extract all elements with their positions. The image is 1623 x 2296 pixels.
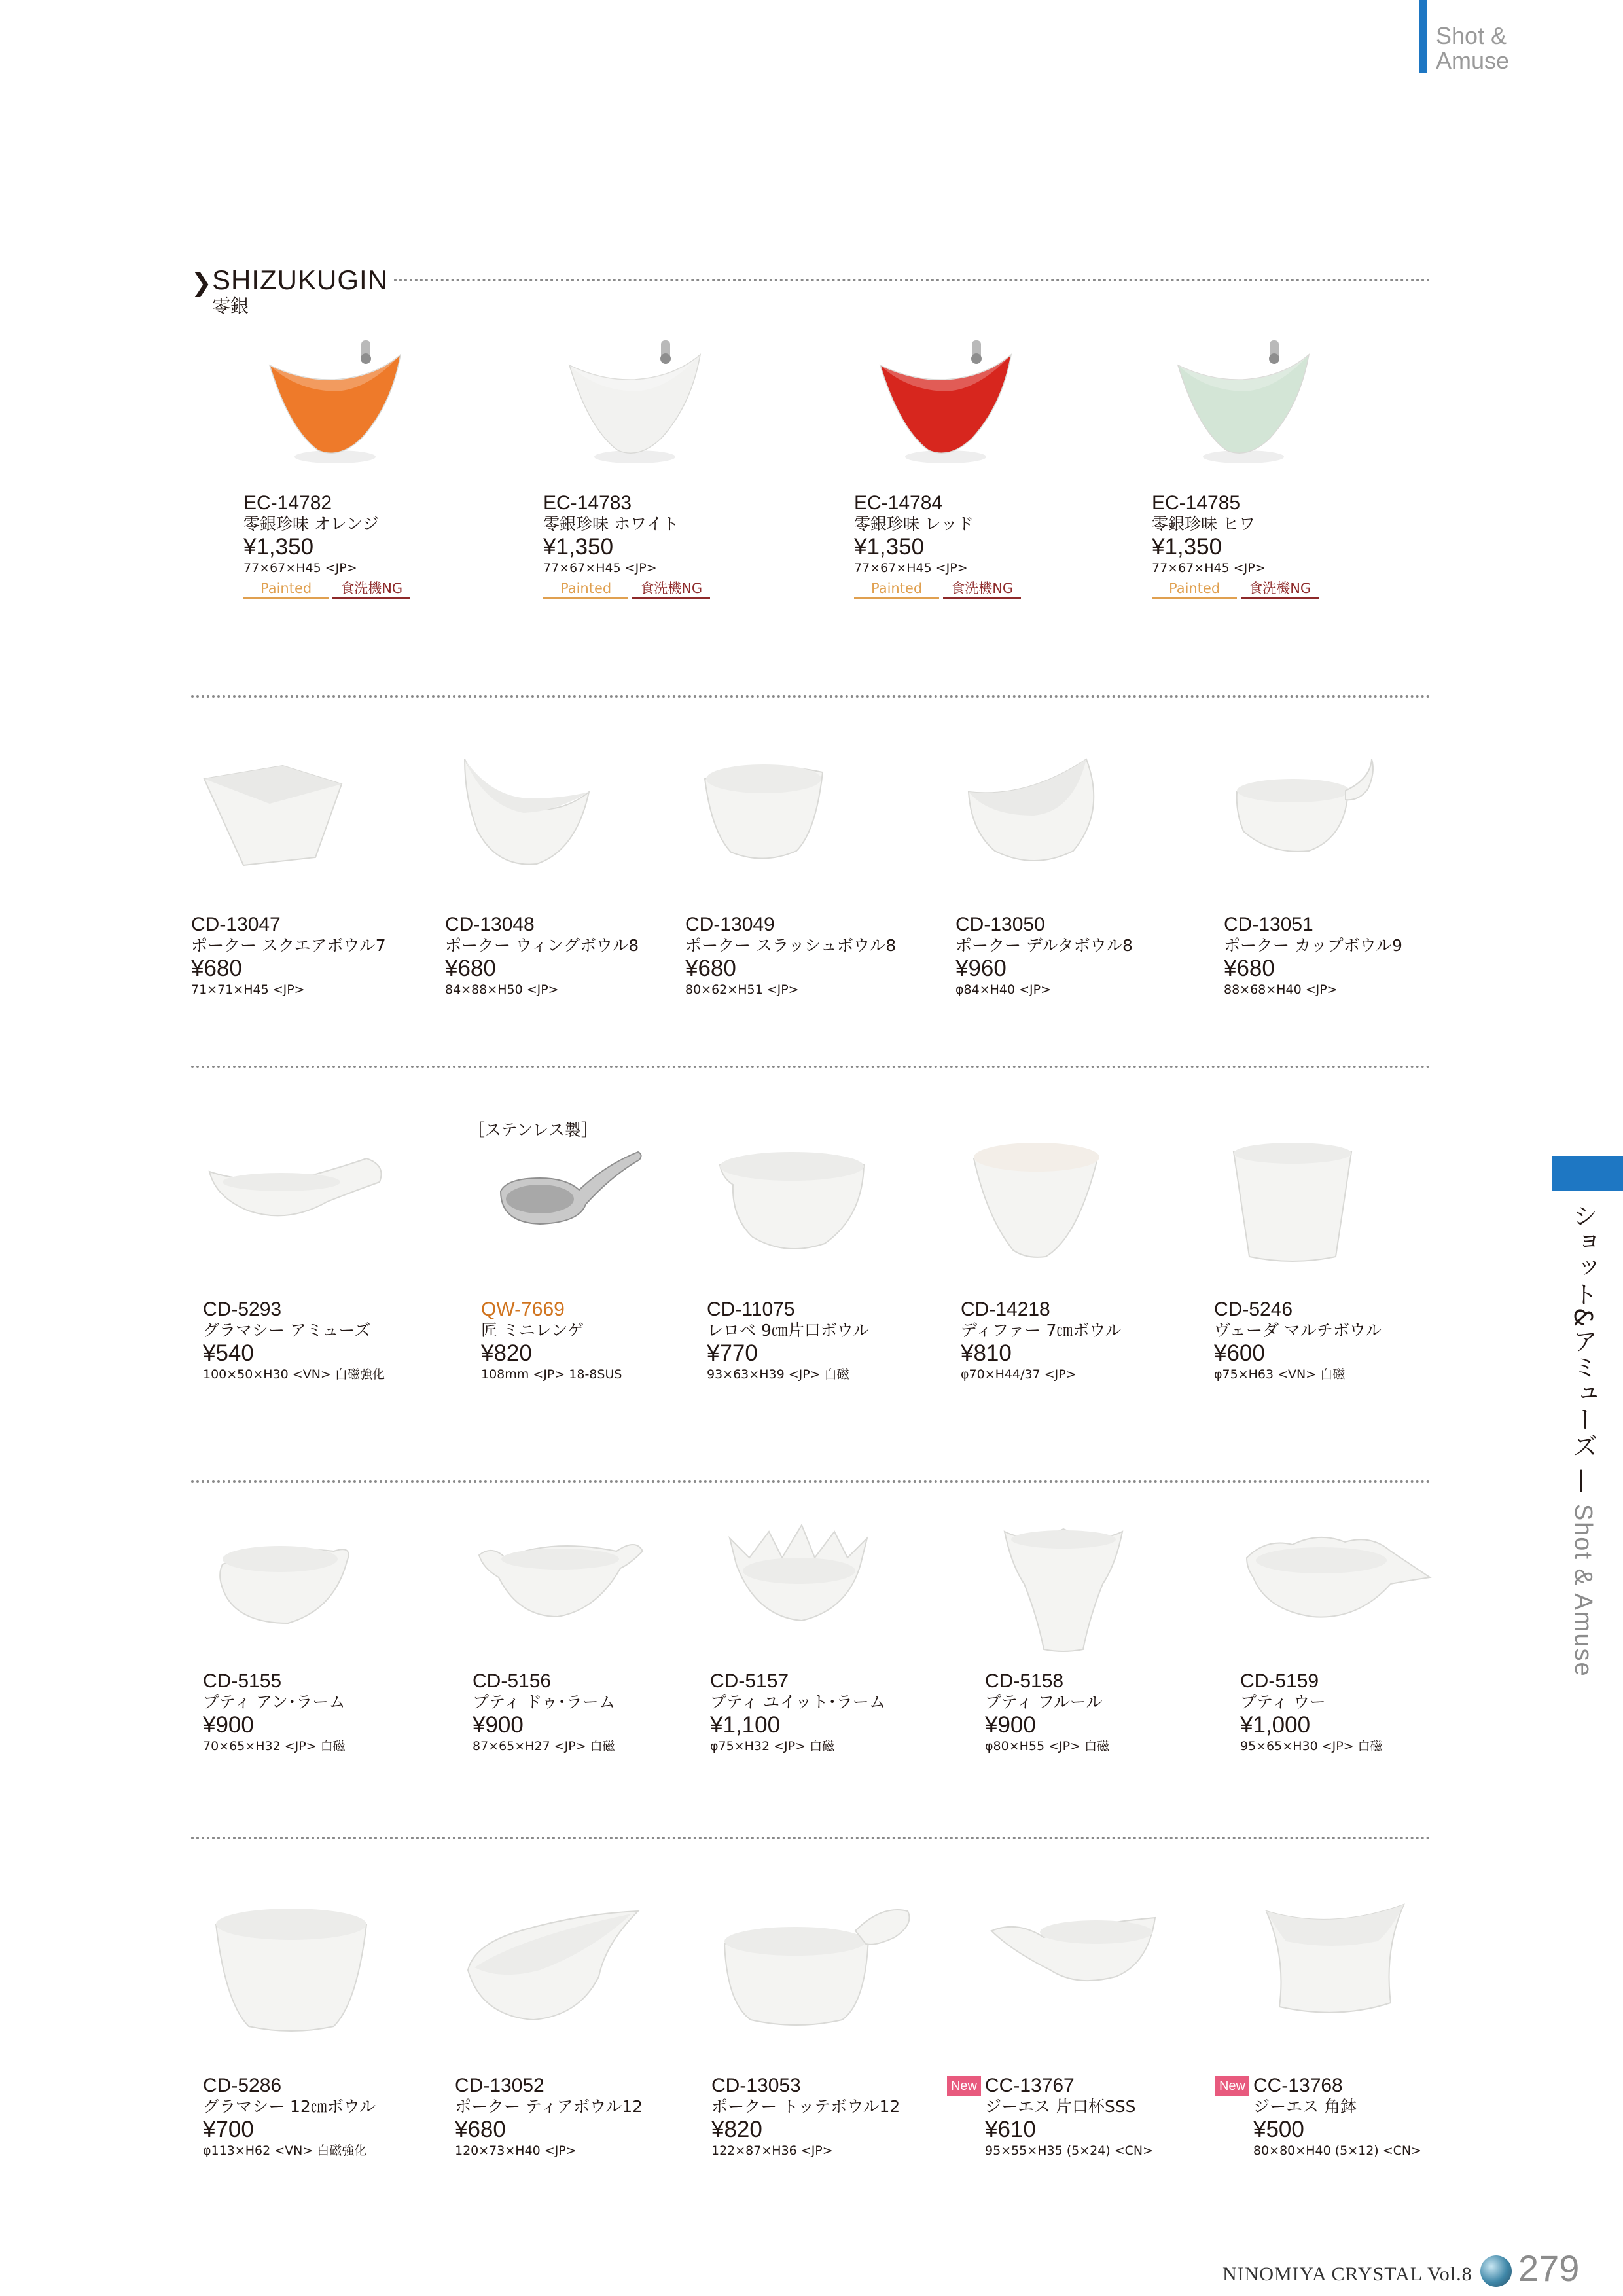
product-dimensions: 95×55×H35 (5×24) <CN>	[985, 2144, 1154, 2158]
product-info	[1240, 1670, 1502, 1754]
product-image	[452, 753, 648, 884]
product-code: CD-5156	[473, 1670, 552, 1692]
product-image	[991, 1525, 1188, 1656]
painted-tag: Painted	[1152, 580, 1237, 599]
product-dimensions: 93×63×H39 <JP> 白磁	[707, 1367, 849, 1382]
painted-tag: Painted	[543, 580, 628, 599]
product-dimensions: 77×67×H45 <JP>	[243, 561, 357, 575]
product-dimensions: 108mm <JP> 18-8SUS	[481, 1367, 622, 1382]
product-name: プティ ユイット･ラーム	[710, 1693, 885, 1712]
product-dimensions: φ84×H40 <JP>	[955, 982, 1052, 997]
dishwasher-ng-tag: 食洗機NG	[1241, 580, 1319, 599]
product-dimensions: 95×65×H30 <JP> 白磁	[1240, 1739, 1383, 1753]
product-image	[209, 1139, 406, 1270]
product-price: ¥680	[1224, 956, 1275, 981]
product-info	[203, 1299, 465, 1382]
product-name: ジーエス 角鉢	[1253, 2097, 1357, 2116]
section-rule	[394, 279, 1431, 281]
product-price: ¥680	[455, 2117, 506, 2142]
product-image	[209, 1905, 406, 2036]
product-code: EC-14784	[854, 492, 943, 514]
product-image	[991, 1905, 1188, 2036]
product-price: ¥540	[203, 1340, 254, 1366]
product-name: ポークー ティアボウル12	[455, 2097, 643, 2116]
side-tab-block	[1552, 1156, 1623, 1191]
product-dimensions: 122×87×H36 <JP>	[711, 2144, 833, 2158]
product-image	[1230, 753, 1427, 884]
product-code: CD-13050	[955, 914, 1045, 935]
product-image	[563, 340, 759, 471]
dishwasher-ng-tag: 食洗機NG	[943, 580, 1021, 599]
row-divider	[191, 1837, 1431, 1839]
product-info	[854, 492, 1116, 599]
section-title: SHIZUKUGIN	[212, 264, 389, 295]
globe-icon	[1480, 2255, 1512, 2287]
product-code: CD-13049	[685, 914, 775, 935]
product-code: CD-11075	[707, 1299, 795, 1320]
footer-brand: NINOMIYA CRYSTAL Vol.8	[1222, 2263, 1472, 2285]
product-name: 零銀珍味 オレンジ	[243, 514, 379, 533]
product-tags	[543, 580, 805, 599]
product-info	[481, 1299, 743, 1382]
product-info	[961, 1299, 1222, 1382]
product-image	[479, 1525, 675, 1656]
product-name: 匠 ミニレンゲ	[481, 1321, 584, 1340]
product-name: 零銀珍味 レッド	[854, 514, 974, 533]
product-price: ¥1,350	[543, 534, 614, 560]
product-code: CD-5157	[710, 1670, 789, 1692]
product-name: ポークー デルタボウル8	[955, 936, 1133, 955]
product-code: EC-14782	[243, 492, 332, 514]
product-dimensions: 77×67×H45 <JP>	[1152, 561, 1266, 575]
product-image	[874, 340, 1070, 471]
product-image	[1247, 1525, 1443, 1656]
product-code: CD-13053	[711, 2075, 801, 2096]
product-image	[962, 753, 1158, 884]
product-dimensions: 100×50×H30 <VN> 白磁強化	[203, 1367, 385, 1382]
dishwasher-ng-tag: 食洗機NG	[632, 580, 710, 599]
product-name: ポークー ウィングボウル8	[445, 936, 639, 955]
product-name: プティ アン･ラーム	[203, 1693, 346, 1712]
product-price: ¥900	[203, 1712, 254, 1738]
product-code: CD-13051	[1224, 914, 1313, 935]
stainless-note: ［ステンレス製］	[469, 1121, 597, 1139]
product-price: ¥680	[685, 956, 736, 981]
product-image	[717, 1525, 913, 1656]
product-price: ¥1,350	[243, 534, 314, 560]
product-dimensions: φ75×H63 <VN> 白磁	[1214, 1367, 1346, 1382]
product-info	[543, 492, 805, 599]
product-price: ¥1,350	[854, 534, 925, 560]
product-info	[243, 492, 505, 599]
row-divider	[191, 1066, 1431, 1068]
new-badge: New	[1215, 2076, 1249, 2096]
product-dimensions: 88×68×H40 <JP>	[1224, 982, 1338, 997]
product-info	[473, 1670, 734, 1754]
product-image	[488, 1139, 684, 1270]
product-dimensions: 71×71×H45 <JP>	[191, 982, 305, 997]
product-code: CC-13768	[1253, 2075, 1343, 2096]
product-name: ポークー スクエアボウル7	[191, 936, 386, 955]
side-tab-en: Shot & Amuse	[1569, 1503, 1597, 1677]
product-price: ¥610	[985, 2117, 1036, 2142]
product-info	[191, 914, 453, 997]
product-price: ¥820	[481, 1340, 532, 1366]
product-price: ¥1,350	[1152, 534, 1222, 560]
section-arrow-icon: ❯	[191, 268, 212, 297]
product-price: ¥900	[985, 1712, 1036, 1738]
product-name: 零銀珍味 ヒワ	[1152, 514, 1255, 533]
product-info	[950, 2075, 1247, 2159]
product-dimensions: 77×67×H45 <JP>	[543, 561, 657, 575]
product-tags	[243, 580, 505, 599]
product-info	[707, 1299, 969, 1382]
product-code: CD-5158	[985, 1670, 1064, 1692]
product-dimensions: 80×80×H40 (5×12) <CN>	[1253, 2144, 1422, 2158]
product-dimensions: 80×62×H51 <JP>	[685, 982, 799, 997]
row-divider	[191, 1480, 1431, 1483]
product-price: ¥810	[961, 1340, 1012, 1366]
product-image	[967, 1139, 1164, 1270]
product-info	[455, 2075, 717, 2159]
product-dimensions: φ80×H55 <JP> 白磁	[985, 1739, 1110, 1753]
product-info	[1214, 1299, 1476, 1382]
product-dimensions: φ113×H62 <VN> 白磁強化	[203, 2144, 367, 2158]
section-subtitle: 零銀	[212, 295, 249, 317]
page-number: 279	[1518, 2248, 1580, 2289]
side-tab-label	[1565, 1203, 1601, 1677]
side-tab-jp: ショット&アミューズ	[1569, 1203, 1597, 1460]
corner-section-label	[1436, 24, 1509, 73]
product-code: CD-5293	[203, 1299, 282, 1320]
product-name: グラマシー 12㎝ボウル	[203, 2097, 376, 2116]
product-image	[718, 1905, 914, 2036]
corner-label-line1: Shot &	[1436, 22, 1507, 49]
product-info	[1152, 492, 1414, 599]
product-code: CD-13052	[455, 2075, 544, 2096]
product-info	[711, 2075, 973, 2159]
product-dimensions: 87×65×H27 <JP> 白磁	[473, 1739, 615, 1753]
product-info	[685, 914, 947, 997]
side-tab-dash: —	[1569, 1468, 1597, 1495]
product-code: CD-5155	[203, 1670, 282, 1692]
product-dimensions: φ70×H44/37 <JP>	[961, 1367, 1077, 1382]
product-code: CD-14218	[961, 1299, 1050, 1320]
product-name: プティ ウー	[1240, 1693, 1326, 1712]
product-image	[461, 1905, 658, 2036]
product-code: EC-14783	[543, 492, 632, 514]
product-price: ¥1,000	[1240, 1712, 1311, 1738]
product-image	[198, 753, 394, 884]
product-code: CD-5246	[1214, 1299, 1293, 1320]
product-code: CD-5286	[203, 2075, 282, 2096]
product-image	[1171, 340, 1368, 471]
product-code: EC-14785	[1152, 492, 1241, 514]
product-price: ¥820	[711, 2117, 762, 2142]
product-code: QW-7669	[481, 1299, 565, 1320]
product-price: ¥500	[1253, 2117, 1304, 2142]
new-badge: New	[947, 2076, 981, 2096]
product-name: プティ フルール	[985, 1693, 1103, 1712]
product-code: CC-13767	[985, 2075, 1075, 2096]
product-name: 零銀珍味 ホワイト	[543, 514, 679, 533]
product-info	[710, 1670, 972, 1754]
product-image	[1260, 1905, 1456, 2036]
product-info	[445, 914, 707, 997]
product-code: CD-5159	[1240, 1670, 1319, 1692]
product-image	[1221, 1139, 1417, 1270]
product-info	[1219, 2075, 1515, 2159]
corner-label-line2: Amuse	[1436, 47, 1510, 74]
product-info	[203, 1670, 465, 1754]
product-price: ¥900	[473, 1712, 524, 1738]
product-info	[1224, 914, 1486, 997]
product-code: CD-13048	[445, 914, 535, 935]
product-price: ¥680	[191, 956, 242, 981]
product-price: ¥960	[955, 956, 1007, 981]
product-image	[692, 753, 888, 884]
product-image	[263, 340, 459, 471]
corner-accent-bar	[1419, 0, 1427, 73]
product-info	[955, 914, 1217, 997]
product-info	[985, 1670, 1247, 1754]
product-tags	[854, 580, 1116, 599]
product-name: レロベ 9㎝片口ボウル	[707, 1321, 870, 1340]
product-name: ディファー 7㎝ボウル	[961, 1321, 1122, 1340]
product-name: ヴェーダ マルチボウル	[1214, 1321, 1382, 1340]
product-dimensions: 84×88×H50 <JP>	[445, 982, 559, 997]
product-name: ポークー カップボウル9	[1224, 936, 1402, 955]
product-dimensions: φ75×H32 <JP> 白磁	[710, 1739, 835, 1753]
product-name: ポークー スラッシュボウル8	[685, 936, 897, 955]
painted-tag: Painted	[243, 580, 329, 599]
product-dimensions: 120×73×H40 <JP>	[455, 2144, 577, 2158]
product-price: ¥1,100	[710, 1712, 781, 1738]
product-image	[209, 1525, 406, 1656]
product-code: CD-13047	[191, 914, 281, 935]
product-price: ¥700	[203, 2117, 254, 2142]
painted-tag: Painted	[854, 580, 939, 599]
product-price: ¥600	[1214, 1340, 1265, 1366]
product-dimensions: 77×67×H45 <JP>	[854, 561, 968, 575]
product-image	[713, 1139, 910, 1270]
row-divider	[191, 695, 1431, 698]
product-name: ジーエス 片口杯SSS	[985, 2097, 1136, 2116]
product-name: ポークー トッテボウル12	[711, 2097, 901, 2116]
product-name: グラマシー アミューズ	[203, 1321, 371, 1340]
product-dimensions: 70×65×H32 <JP> 白磁	[203, 1739, 346, 1753]
product-price: ¥770	[707, 1340, 758, 1366]
product-name: プティ ドゥ･ラーム	[473, 1693, 615, 1712]
product-price: ¥680	[445, 956, 496, 981]
dishwasher-ng-tag: 食洗機NG	[332, 580, 410, 599]
product-tags	[1152, 580, 1414, 599]
product-info	[203, 2075, 465, 2159]
